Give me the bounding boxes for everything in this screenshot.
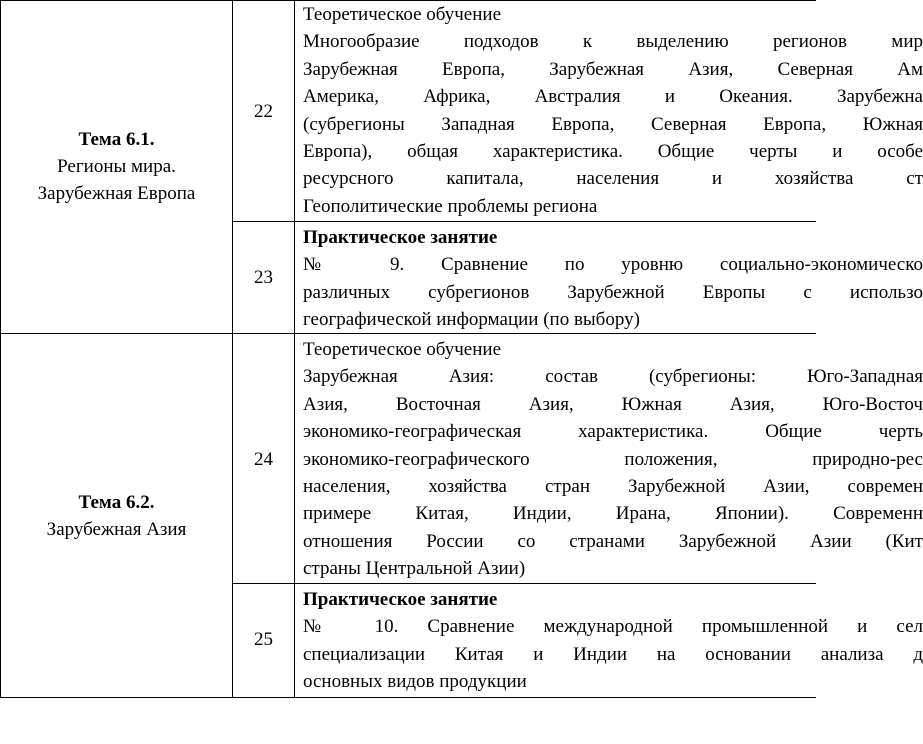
text-line: различных субрегионов Зарубежной Европы с использо: [303, 281, 923, 303]
text-line: основных видов продукции: [303, 671, 527, 693]
topic-title: Тема 6.1.: [78, 129, 155, 150]
lesson-heading: Практическое занятие: [303, 227, 498, 248]
text-line: экономико-географического положения, природно-рес: [303, 448, 923, 470]
text-line: (субрегионы Западная Европа, Северная Европа, Южная: [303, 113, 923, 135]
text-line: Зарубежная Азия: состав (субрегионы: Юго-Западная: [303, 366, 923, 388]
text-line: специализации Китая и Индии на основании анализа д: [303, 643, 923, 665]
text-line: № 9. Сравнение по уровню социально-экономическо: [303, 254, 923, 276]
text-line: отношения России со странами Зарубежной Азии (Кит: [303, 530, 923, 552]
text-line: Многообразие подходов к выделению регионов мир: [303, 31, 923, 53]
text-line: страны Центральной Азии): [303, 558, 526, 580]
row-divider: [233, 221, 816, 222]
topic-cell: [1, 489, 232, 543]
column-divider: [294, 0, 295, 698]
text-line: Зарубежная Европа, Зарубежная Азия, Северная Ам: [303, 58, 923, 80]
lesson-number: 25: [254, 629, 273, 650]
topic-subtitle: Зарубежная Азия: [46, 519, 187, 540]
text-line: Азия, Восточная Азия, Южная Азия, Юго-Восточ: [303, 393, 923, 415]
topic-subtitle: Зарубежная Европа: [37, 183, 196, 204]
topic-subtitle: Регионы мира.: [57, 156, 176, 177]
text-line: экономико-географическая характеристика. Общие черть: [303, 421, 923, 443]
lesson-content: [303, 224, 923, 334]
text-line: географической информации (по выбору): [303, 309, 640, 331]
table-bottom-border: [0, 697, 816, 698]
text-line: ресурсного капитала, населения и хозяйства ст: [303, 168, 923, 190]
lesson-heading: Теоретическое обучение: [303, 4, 501, 25]
topic-cell: [1, 126, 232, 207]
text-line: Геополитические проблемы региона: [303, 195, 598, 217]
text-line: примере Китая, Индии, Ирана, Японии). Современн: [303, 503, 923, 525]
lesson-content: [303, 1, 923, 220]
text-line: Европа), общая характеристика. Общие черты и особе: [303, 141, 923, 163]
lesson-heading: Практическое занятие: [303, 589, 498, 610]
lesson-heading: Теоретическое обучение: [303, 339, 501, 360]
lesson-number: 22: [254, 101, 273, 122]
text-line: населения, хозяйства стран Зарубежной Азии, современ: [303, 476, 923, 498]
lesson-content: [303, 336, 923, 583]
text-line: Америка, Африка, Австралия и Океания. Зарубежна: [303, 86, 923, 108]
row-divider: [233, 583, 816, 584]
text-line: № 10. Сравнение международной промышленной и сел: [303, 616, 923, 638]
topic-title: Тема 6.2.: [78, 492, 155, 513]
table-left-border: [0, 0, 1, 698]
lesson-content: [303, 586, 923, 696]
lesson-number: 23: [254, 267, 273, 288]
lesson-number: 24: [254, 449, 273, 470]
